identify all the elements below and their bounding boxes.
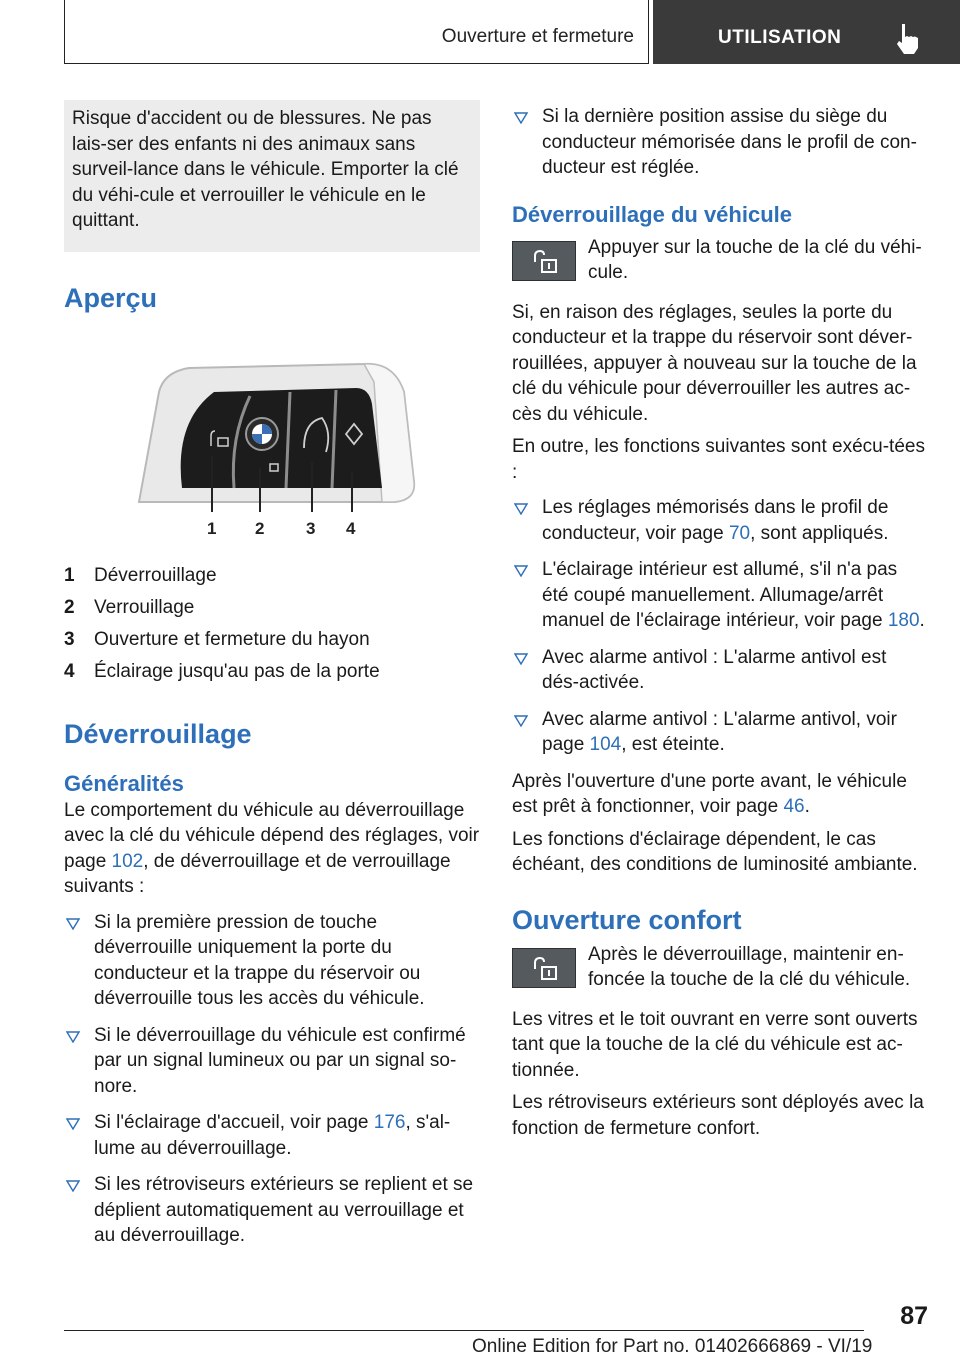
list-item: Avec alarme antivol : L'alarme antivol, voir page 104, est éteinte.	[512, 707, 928, 758]
vehicle-unlock-heading: Déverrouillage du véhicule	[512, 201, 792, 227]
triangle-bullet-icon	[66, 918, 80, 930]
legend-item	[64, 560, 480, 592]
comfort-key-text: Après le déverrouillage, maintenir en-foncée la touche de la clé du véhicule.	[588, 943, 911, 990]
left-column	[64, 100, 480, 1260]
legend-item	[64, 656, 480, 688]
callout-3: 3	[306, 518, 316, 538]
comfort-key-instruction	[512, 942, 928, 993]
legend-number: 4	[64, 660, 75, 682]
callout-1: 1	[207, 518, 217, 538]
functions-bullet-list	[512, 495, 928, 758]
legend-item	[64, 592, 480, 624]
general-heading: Généralités	[64, 770, 184, 796]
mirrors-paragraph: Les rétroviseurs extérieurs sont déployés avec la fonction de fermeture confort.	[512, 1092, 924, 1139]
list-item: Si la dernière position assise du siège du conducteur mémorisée dans le profil de con-ducteur est réglée.	[512, 104, 928, 181]
unlock-key-instruction	[512, 235, 928, 286]
triangle-bullet-icon	[514, 503, 528, 515]
list-item: Avec alarme antivol : L'alarme antivol est dés-activée.	[512, 645, 928, 696]
ready-paragraph: Après l'ouverture d'une porte avant, le véhicule est prêt à fonctionner, voir page 46.	[512, 770, 907, 817]
unlock-padlock-icon	[512, 948, 576, 988]
comfort-heading: Ouverture confort	[512, 904, 742, 935]
legend-label: Éclairage jusqu'au pas de la porte	[94, 660, 380, 682]
footer-edition: Online Edition for Part no. 01402666869 - VI/19	[472, 1336, 873, 1357]
legend-list	[64, 560, 480, 688]
page-link-104[interactable]: 104	[589, 734, 622, 755]
page-link-46[interactable]: 46	[783, 796, 805, 817]
triangle-bullet-icon	[514, 653, 528, 665]
triangle-bullet-icon	[514, 715, 528, 727]
legend-item	[64, 624, 480, 656]
unlock-padlock-icon	[512, 241, 576, 281]
list-item: Si l'éclairage d'accueil, voir page 176, s'al-lume au déverrouillage.	[64, 1110, 480, 1161]
legend-label: Ouverture et fermeture du hayon	[94, 628, 370, 650]
list-item: Si les rétroviseurs extérieurs se replient et se déplient automatiquement au verrouillage et au déverrouillage.	[64, 1172, 480, 1249]
triangle-bullet-icon	[514, 112, 528, 124]
triangle-bullet-icon	[66, 1031, 80, 1043]
page-number: 87	[900, 1302, 928, 1330]
press-key-text: Appuyer sur la touche de la clé du véhi-cule.	[588, 236, 922, 283]
seat-bullet-list	[512, 104, 928, 181]
legend-number: 2	[64, 596, 75, 618]
legend-number: 3	[64, 628, 75, 650]
header-chapter-title: UTILISATION	[718, 27, 842, 48]
page-link-180[interactable]: 180	[887, 610, 920, 631]
lighting-paragraph: Les fonctions d'éclairage dépendent, le cas échéant, des conditions de luminosité ambiante.	[512, 828, 918, 875]
general-bullet-list	[64, 910, 480, 1249]
triangle-bullet-icon	[514, 565, 528, 577]
functions-paragraph: En outre, les fonctions suivantes sont exécu-tées :	[512, 436, 925, 483]
list-item: Si le déverrouillage du véhicule est confirmé par un signal lumineux ou par un signal so-nore.	[64, 1023, 480, 1100]
legend-number: 1	[64, 564, 75, 586]
warning-box: Risque d'accident ou de blessures. Ne pas lais-ser des enfants ni des animaux sans surveil-lance dans le véhicule. Emporter la clé du véhi-cule et verrouiller le véhicule en le quittant.	[64, 100, 480, 252]
header-section-title: Ouverture et fermeture	[441, 26, 634, 47]
triangle-bullet-icon	[66, 1118, 80, 1130]
bmw-roundel-icon	[246, 418, 278, 450]
triangle-bullet-icon	[66, 1180, 80, 1192]
key-fob-illustration	[64, 352, 480, 552]
unlock-heading: Déverrouillage	[64, 718, 252, 749]
callout-2: 2	[255, 518, 265, 538]
page-link-176[interactable]: 176	[373, 1112, 406, 1133]
overview-heading: Aperçu	[64, 282, 158, 313]
list-item: Si la première pression de touche déverrouille uniquement la porte du conducteur et la trappe du réservoir ou déverrouille tous les accès du véhicule.	[64, 910, 480, 1012]
list-item: L'éclairage intérieur est allumé, s'il n'a pas été coupé manuellement. Allumage/arrêt manuel de l'éclairage intérieur, voir page 180.	[512, 557, 928, 634]
legend-label: Verrouillage	[94, 596, 195, 618]
page-link-102[interactable]: 102	[111, 850, 144, 872]
legend-label: Déverrouillage	[94, 564, 217, 586]
page-link-70[interactable]: 70	[728, 522, 751, 544]
list-item: Les réglages mémorisés dans le profil de conducteur, voir page 70, sont appliqués.	[512, 495, 928, 546]
windows-paragraph: Les vitres et le toit ouvrant en verre sont ouverts tant que la touche de la clé du véhicule est ac-tionnée.	[512, 1008, 918, 1081]
key-fob-drawing	[64, 352, 480, 552]
callout-4: 4	[346, 518, 356, 538]
settings-paragraph: Si, en raison des réglages, seules la porte du conducteur et la trappe du réservoir sont déver-rouillées, appuyer à nouveau sur la touche de la clé du véhicule pour déverrouiller les autres ac-cès du véhicule.	[512, 301, 917, 425]
general-paragraph: Le comportement du véhicule au déverrouillage avec la clé du véhicule dépend des réglages, voir page 102, de déverrouillage et de verrouillage suivants :	[64, 799, 480, 897]
right-column	[512, 100, 928, 1148]
pointing-hand-icon	[893, 22, 923, 56]
footer-divider	[64, 1330, 864, 1331]
